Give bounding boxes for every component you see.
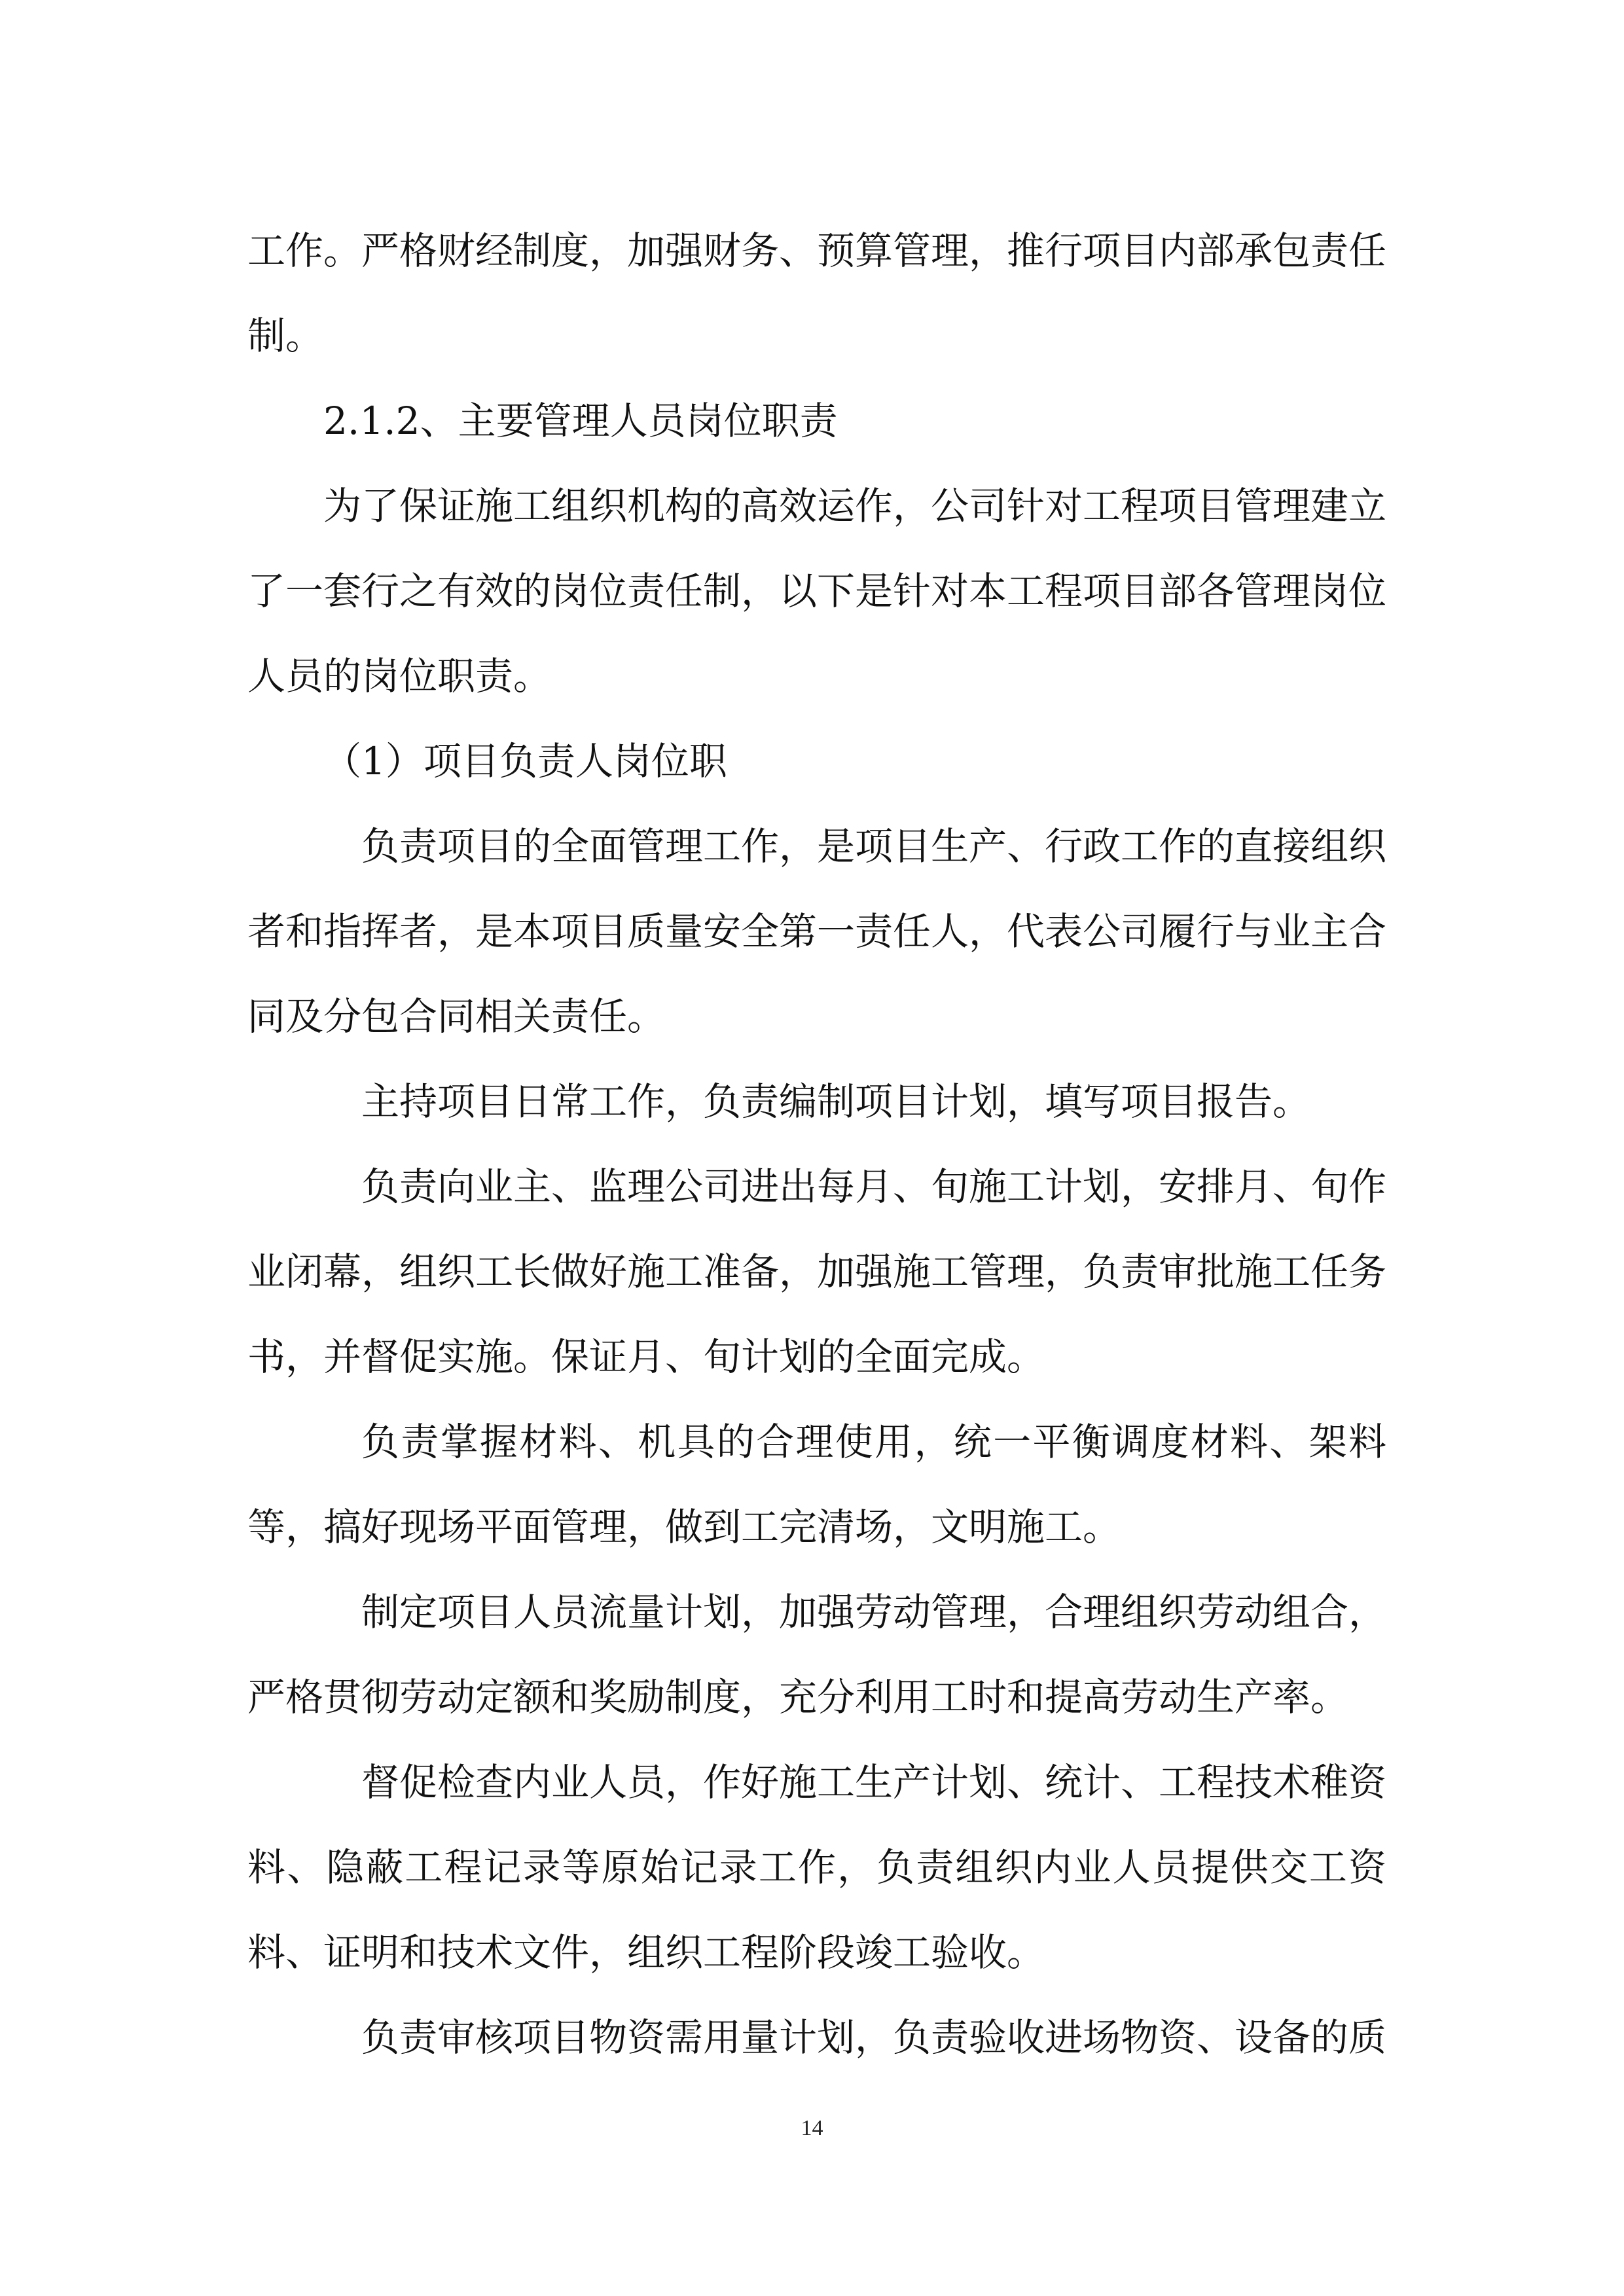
paragraph-duty-3: 负责向业主、监理公司进出每月、旬施工计划，安排月、旬作业闭幕，组织工长做好施工准备，加强施工管理，负责审批施工任务书，并督促实施。保证月、旬计划的全面完成。 <box>247 1164 1387 1379</box>
section-heading: 2.1.2、主要管理人员岗位职责 <box>323 399 838 443</box>
subsection-heading: （1）项目负责人岗位职 <box>323 739 727 783</box>
paragraph-continuation: 工作。严格财经制度，加强财务、预算管理，推行项目内部承包责任制。 <box>247 228 1387 358</box>
body-text <box>247 208 1386 2080</box>
paragraph-duty-2: 主持项目日常工作，负责编制项目计划，填写项目报告。 <box>361 1079 1311 1124</box>
paragraph-duty-5: 制定项目人员流量计划，加强劳动管理，合理组织劳动组合，严格贯彻劳动定额和奖励制度，充分利用工时和提高劳动生产率。 <box>247 1590 1387 1719</box>
paragraph-intro: 为了保证施工组织机构的高效运作，公司针对工程项目管理建立了一套行之有效的岗位责任制，以下是针对本工程项目部各管理岗位人员的岗位职责。 <box>247 484 1387 698</box>
paragraph-duty-6: 督促检查内业人员，作好施工生产计划、统计、工程技术稚资料、隐蔽工程记录等原始记录工作，负责组织内业人员提供交工资料、证明和技术文件，组织工程阶段竣工验收。 <box>247 1760 1387 1975</box>
page-number: 14 <box>801 2116 823 2140</box>
paragraph-duty-7: 负责审核项目物资需用量计划，负责验收进场物资、设备的质 <box>361 2015 1387 2060</box>
paragraph-duty-1: 负责项目的全面管理工作，是项目生产、行政工作的直接组织者和指挥者，是本项目质量安全第一责任人，代表公司履行与业主合同及分包合同相关责任。 <box>247 824 1387 1039</box>
paragraph-duty-4: 负责掌握材料、机具的合理使用，统一平衡调度材料、架料等，搞好现场平面管理，做到工完清场，文明施工。 <box>247 1420 1386 1549</box>
